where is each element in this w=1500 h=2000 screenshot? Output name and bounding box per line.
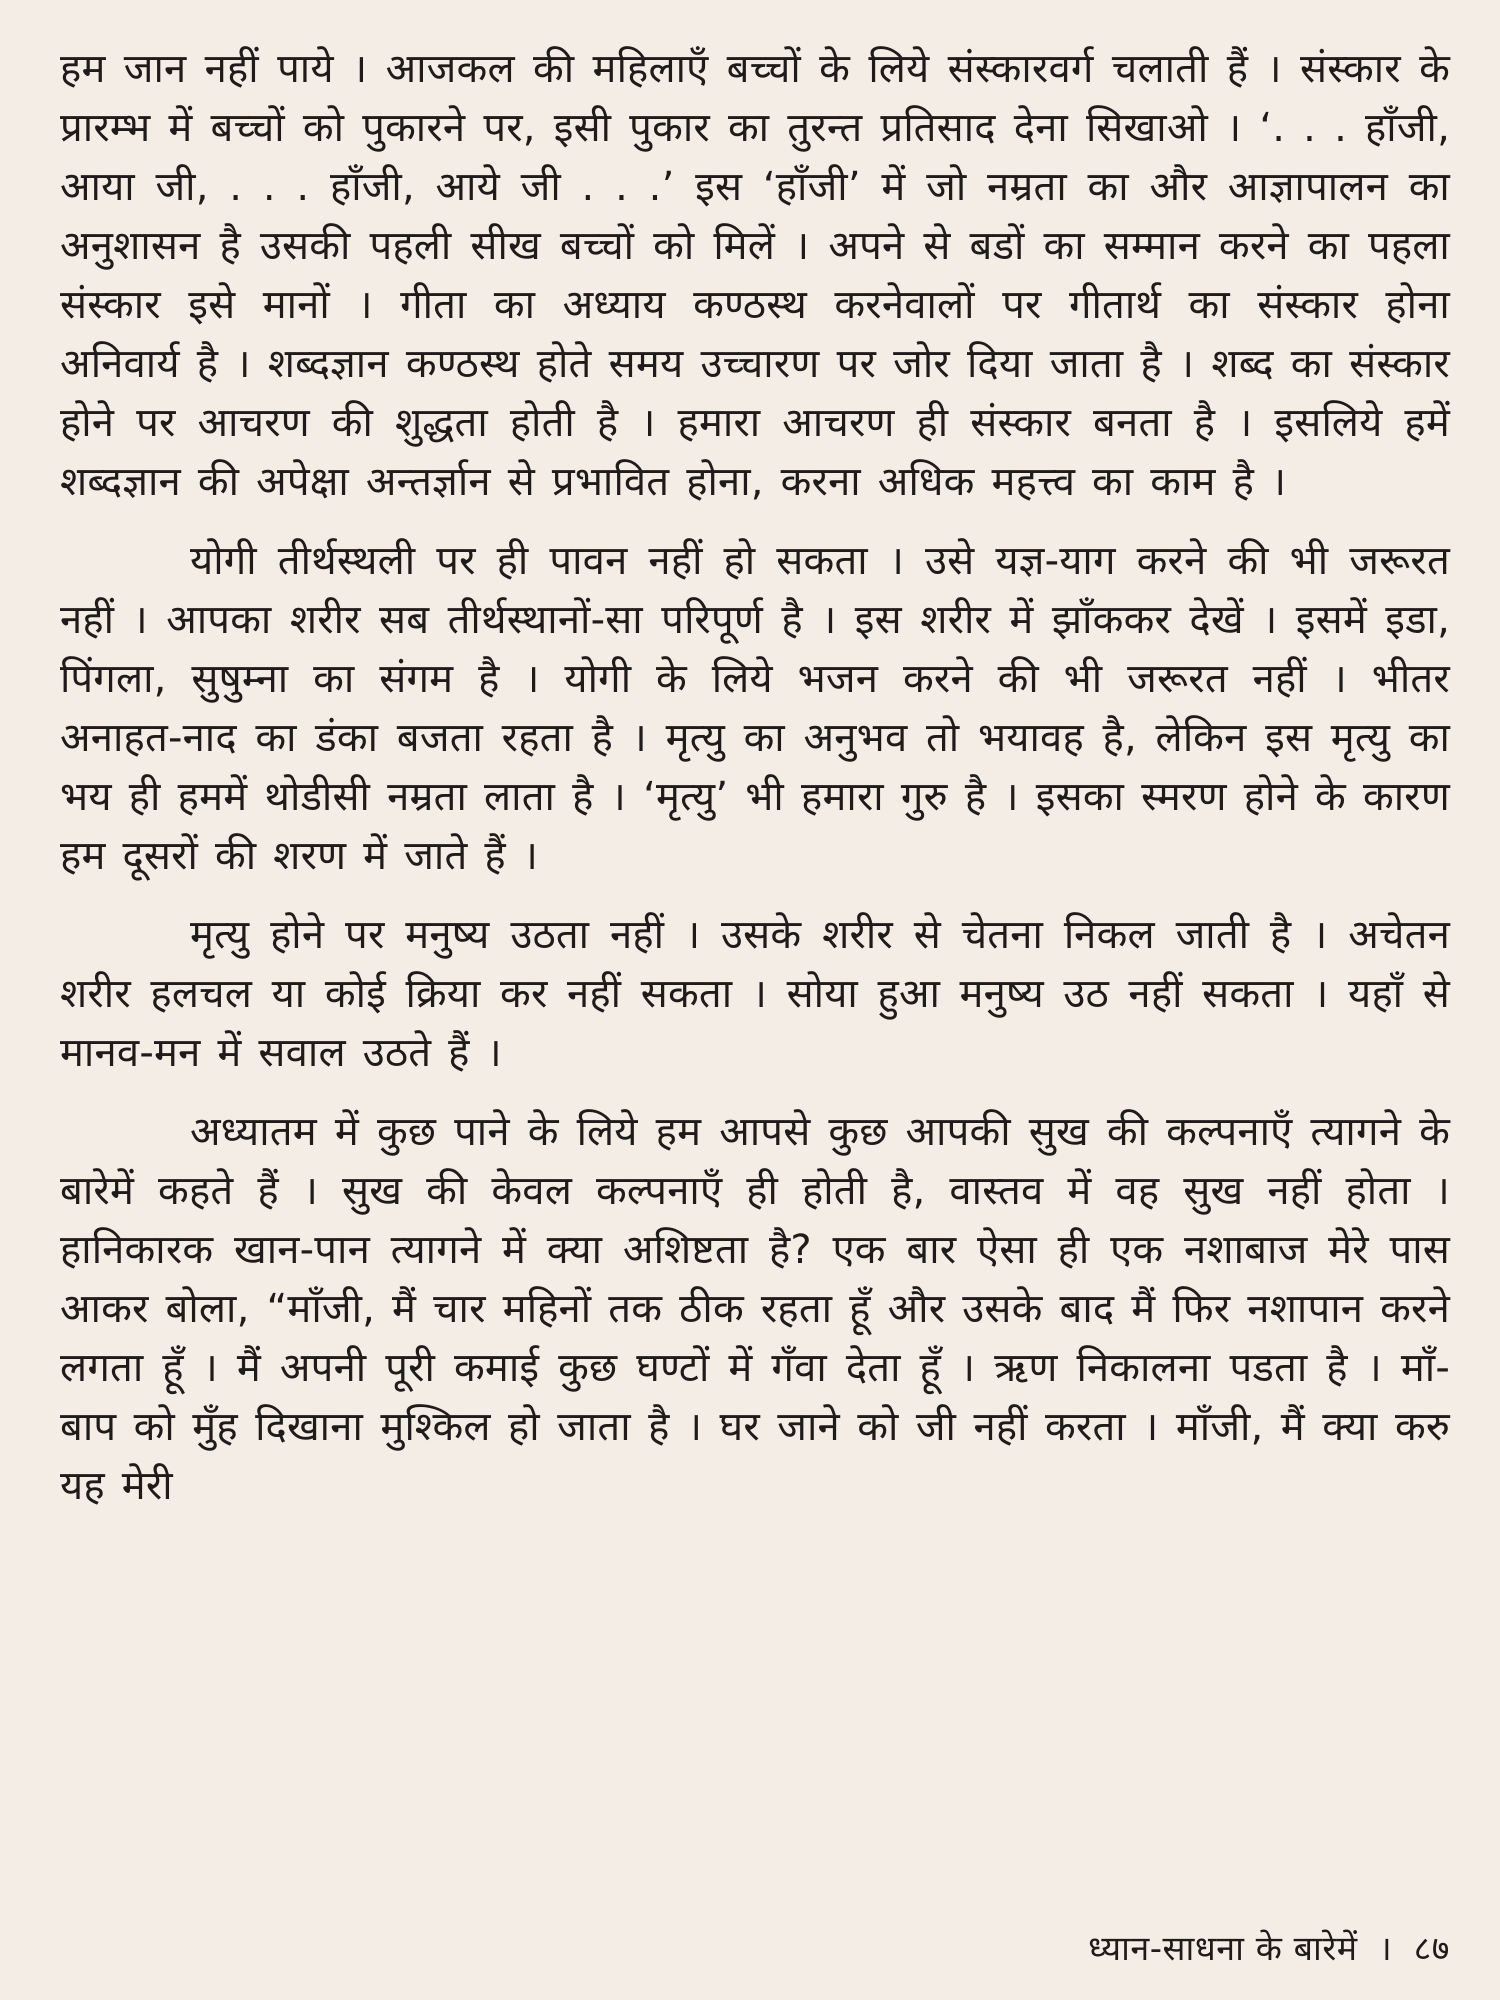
book-page <box>60 40 1450 1940</box>
page-footer <box>1088 1924 1450 1970</box>
paragraph-1: हम जान नहीं पाये । आजकल की महिलाएँ बच्चों के लिये संस्कारवर्ग चलाती हैं । संस्कार के प्रारम्भ में बच्चों को पुकारने पर, इसी पुकार का तुरन्त प्रतिसाद देना सिखाओ । ‘. . . हाँजी, आया जी, . . . हाँजी, आये जी . . .’ इस ‘हाँजी’ में जो नम्रता का और आज्ञापालन का अनुशासन है उसकी पहली सीख बच्चों को मिलें । अपने से बडों का सम्मान करने का पहला संस्कार इसे मानों । गीता का अध्याय कण्ठस्थ करनेवालों पर गीतार्थ का संस्कार होना अनिवार्य है । शब्दज्ञान कण्ठस्थ होते समय उच्चारण पर जोर दिया जाता है । शब्द का संस्कार होने पर आचरण की शुद्धता होती है । हमारा आचरण ही संस्कार बनता है । इसलिये हमें शब्दज्ञान की अपेक्षा अन्तर्ज्ञान से प्रभावित होना, करना अधिक महत्त्व का काम है । <box>60 46 1450 505</box>
paragraph-3: मृत्यु होने पर मनुष्य उठता नहीं । उसके शरीर से चेतना निकल जाती है । अचेतन शरीर हलचल या कोई क्रिया कर नहीं सकता । सोया हुआ मनुष्य उठ नहीं सकता । यहाँ से मानव-मन में सवाल उठते हैं । <box>60 912 1450 1076</box>
running-title: ध्यान-साधना के बारेमें <box>1088 1929 1358 1969</box>
paragraph-2: योगी तीर्थस्थली पर ही पावन नहीं हो सकता । उसे यज्ञ-याग करने की भी जरूरत नहीं । आपका शरीर सब तीर्थस्थानों-सा परिपूर्ण है । इस शरीर में झाँककर देखें । इसमें इडा, पिंगला, सुषुम्ना का संगम है । योगी के लिये भजन करने की भी जरूरत नहीं । भीतर अनाहत-नाद का डंका बजता रहता है । मृत्यु का अनुभव तो भयावह है, लेकिन इस मृत्यु का भय ही हममें थोडीसी नम्रता लाता है । ‘मृत्यु’ भी हमारा गुरु है । इसका स्मरण होने के कारण हम दूसरों की शरण में जाते हैं । <box>60 538 1450 879</box>
page-number: ८७ <box>1413 1929 1450 1969</box>
paragraph-4: अध्यातम में कुछ पाने के लिये हम आपसे कुछ आपकी सुख की कल्पनाएँ त्यागने के बारेमें कहते हैं । सुख की केवल कल्पनाएँ ही होती है, वास्तव में वह सुख नहीं होता । हानिकारक खान-पान त्यागने में क्या अशिष्टता है? एक बार ऐसा ही एक नशाबाज मेरे पास आकर बोला, “माँजी, मैं चार महिनों तक ठीक रहता हूँ और उसके बाद मैं फिर नशापान करने लगता हूँ । मैं अपनी पूरी कमाई कुछ घण्टों में गँवा देता हूँ । ऋण निकालना पडता है । माँ-बाप को मुँह दिखाना मुश्किल हो जाता है । घर जाने को जी नहीं करता । माँजी, मैं क्या करु यह मेरी <box>60 1109 1450 1509</box>
footer-separator: । <box>1378 1929 1393 1969</box>
